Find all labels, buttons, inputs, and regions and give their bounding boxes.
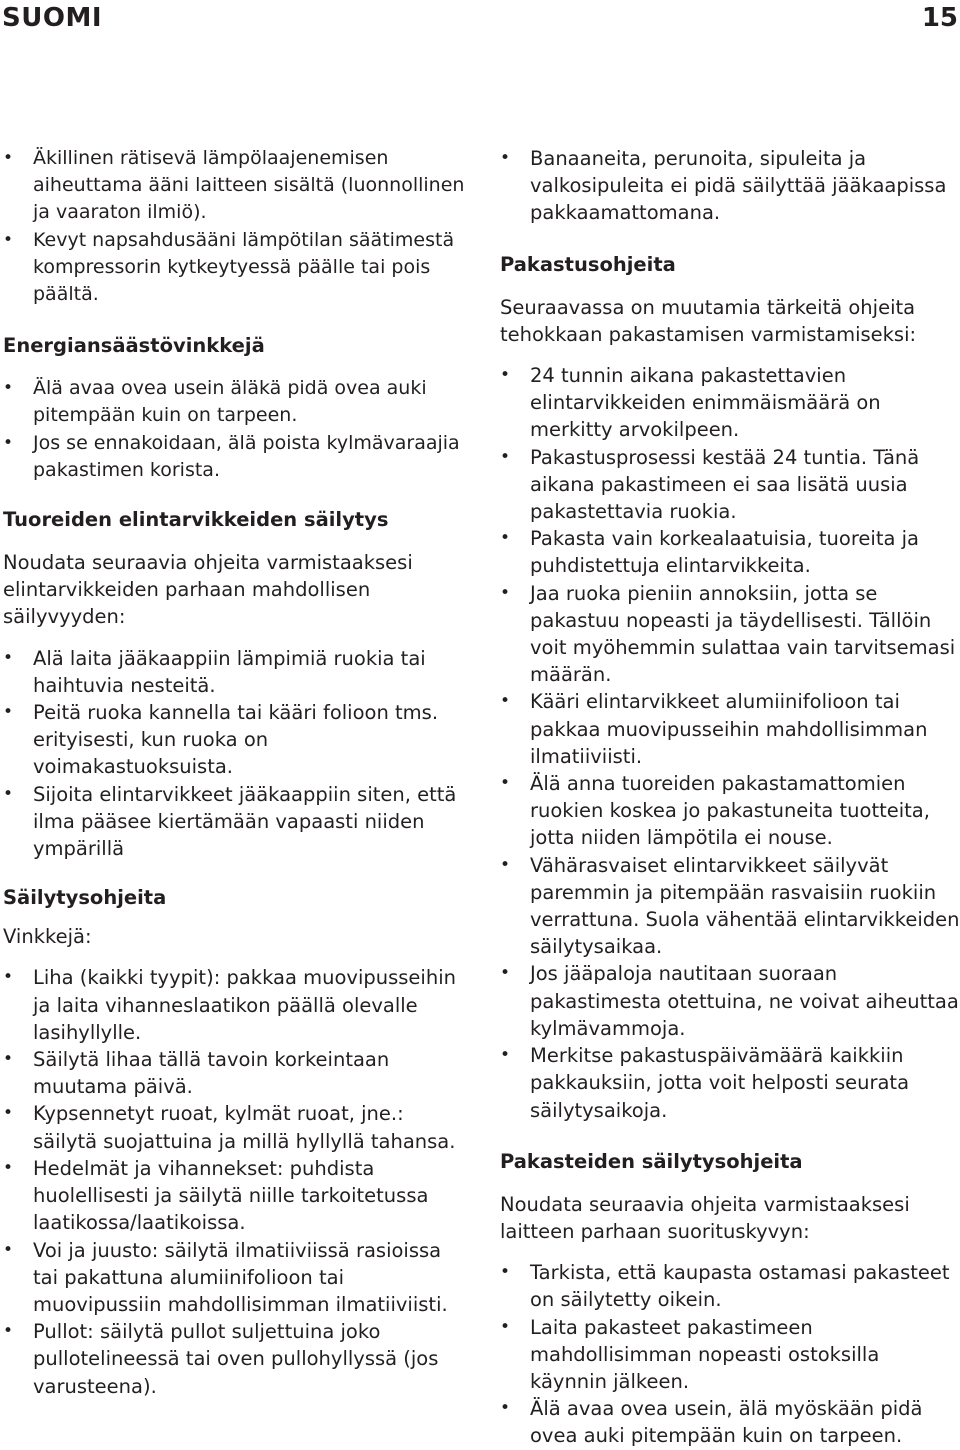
list-item: • Pakasta vain korkealaatuisia, tuoreita ja puhdistettuja elintarvikkeita. [500,525,960,579]
energy-list [3,375,468,484]
list-item: • Pakastusprosessi kestää 24 tuntia. Tänä aikana pakastimeen ei saa lisätä uusia pakastettavia ruokia. [500,444,960,526]
noise-list [3,145,468,308]
list-item: • Vähärasvaiset elintarvikkeet säilyvät paremmin ja pitempään rasvaisiin ruokiin verrattuna. Suola vähentää elintarvikkeiden säilytysaikaa. [500,852,960,961]
page-header [0,0,960,36]
list-item: • Älä avaa ovea usein, älä myöskään pidä ovea auki pitempään kuin on tarpeen. [500,1395,960,1449]
list-item: • 24 tunnin aikana pakastettavien elintarvikkeiden enimmäismäärä on merkitty arvokilpeen. [500,362,960,444]
list-item: • Jos se ennakoidaan, älä poista kylmävaraajia pakastimen korista. [3,430,468,484]
list-item: • Älä anna tuoreiden pakastamattomien ruokien koskea jo pakastuneita tuotteita, jotta niiden lämpötila ei nouse. [500,770,960,852]
list-item: • Kypsennetyt ruoat, kylmät ruoat, jne.: säilytä suojattuina ja millä hyllyllä tahansa. [3,1100,468,1154]
produce-list [500,145,960,227]
fresh-list [3,645,468,863]
list-item: • Säilytä lihaa tällä tavoin korkeintaan muutama päivä. [3,1046,468,1100]
section-heading-freezing: Pakastusohjeita [500,252,676,276]
list-item: • Pullot: säilytä pullot suljettuina joko pullotelineessä tai oven pullohyllyssä (jos varusteena). [3,1318,468,1400]
list-item: • Jos jääpaloja nautitaan suoraan pakastimesta otettuina, ne voivat aiheuttaa kylmävammoja. [500,960,960,1042]
section-heading-fresh: Tuoreiden elintarvikkeiden säilytys [3,508,389,532]
freezing-intro: Seuraavassa on muutamia tärkeitä ohjeita tehokkaan pakastamisen varmistamiseksi: [500,295,917,346]
list-item: • Älä avaa ovea usein äläkä pidä ovea auki pitempään kuin on tarpeen. [3,375,468,429]
language-label: SUOMI [2,3,102,33]
frozen-list [500,1259,960,1449]
frozen-intro: Noudata seuraavia ohjeita varmistaaksesi laitteen parhaan suorituskyvyn: [500,1192,910,1243]
left-column [3,143,468,1400]
list-item: • Merkitse pakastuspäivämäärä kaikkiin pakkauksiin, jotta voit helposti seurata säilytysaikoja. [500,1042,960,1124]
right-column [500,143,960,1450]
list-item: • Äkillinen rätisevä lämpölaajenemisen aiheuttama ääni laitteen sisältä (luonnollinen ja vaaraton ilmiö). [3,145,468,227]
list-item: • Banaaneita, perunoita, sipuleita ja valkosipuleita ei pidä säilyttää jääkaapissa pakkaamattomana. [500,145,960,227]
list-item: • Liha (kaikki tyypit): pakkaa muovipusseihin ja laita vihanneslaatikon päällä olevalle lasihyllylle. [3,964,468,1046]
list-item: • Kääri elintarvikkeet alumiinifolioon tai pakkaa muovipusseihin mahdollisimman ilmatiiviisti. [500,688,960,770]
list-item: • Peitä ruoka kannella tai kääri folioon tms. erityisesti, kun ruoka on voimakastuoksuista. [3,699,468,781]
storage-list [3,964,468,1399]
page-number: 15 [921,3,958,33]
list-item: • Tarkista, että kaupasta ostamasi pakasteet on säilytetty oikein. [500,1259,960,1313]
list-item: • Kevyt napsahdusääni lämpötilan säätimestä kompressorin kytkeytyessä päälle tai pois päältä. [3,227,468,309]
fresh-intro: Noudata seuraavia ohjeita varmistaaksesi elintarvikkeiden parhaan mahdollisen säilyvyyden: [3,551,413,629]
list-item: • Voi ja juusto: säilytä ilmatiiviissä rasioissa tai pakattuna alumiinifolioon tai muovipussiin mahdollisimman ilmatiiviisti. [3,1237,468,1319]
section-heading-frozen: Pakasteiden säilytysohjeita [500,1149,803,1173]
list-item: • Alä laita jääkaappiin lämpimiä ruokia tai haihtuvia nesteitä. [3,645,468,699]
section-heading-energy: Energiansäästövinkkejä [3,334,265,358]
section-heading-storage: Säilytysohjeita [3,886,167,910]
list-item: • Sijoita elintarvikkeet jääkaappiin siten, että ilma pääsee kiertämään vapaasti niiden ympärillä [3,781,468,863]
storage-intro: Vinkkejä: [3,925,92,949]
list-item: • Laita pakasteet pakastimeen mahdollisimman nopeasti ostoksilla käynnin jälkeen. [500,1314,960,1396]
list-item: • Jaa ruoka pieniin annoksiin, jotta se pakastuu nopeasti ja täydellisesti. Tällöin voit myöhemmin sulattaa vain tarvitsemasi määrän. [500,580,960,689]
list-item: • Hedelmät ja vihannekset: puhdista huolellisesti ja säilytä niille tarkoitetussa laatikossa/laatikoissa. [3,1155,468,1237]
freezing-list [500,362,960,1124]
